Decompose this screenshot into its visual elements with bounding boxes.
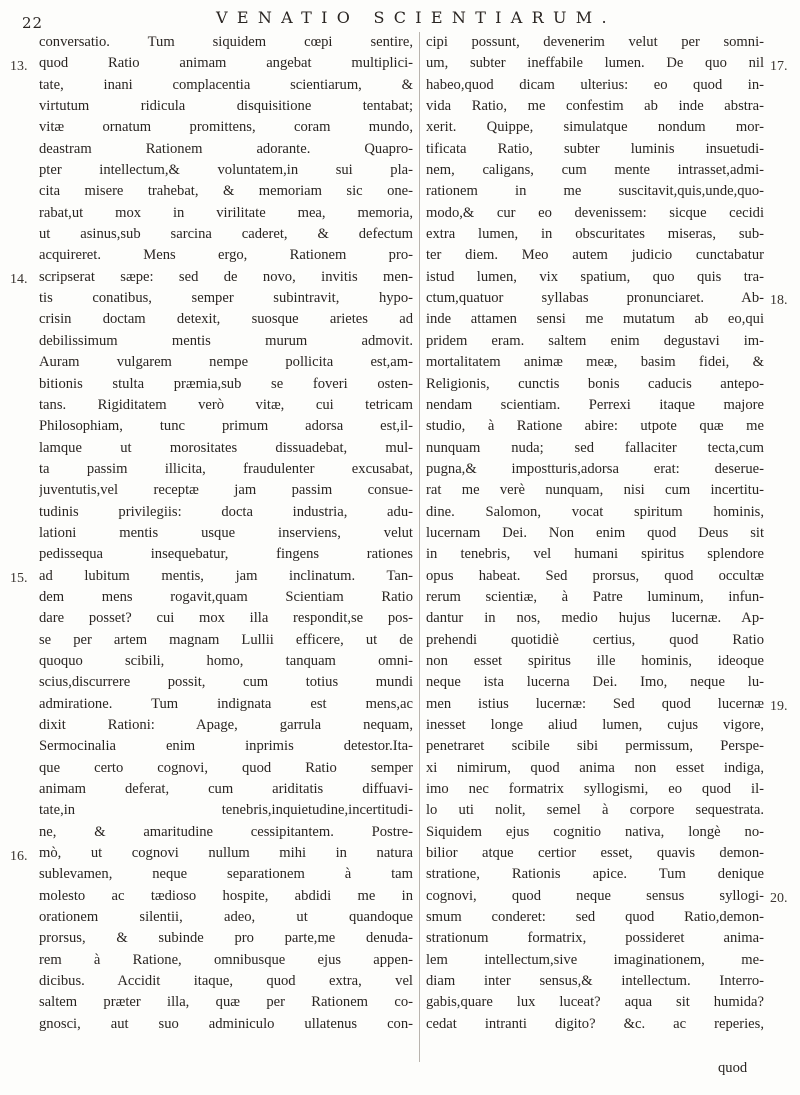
text-line: quod Ratio animam angebat multiplici- <box>39 55 413 72</box>
text-line: lem intellectum,sive imaginationem, me- <box>426 951 764 968</box>
text-line: se per artem magnam Lullii efficere, ut de <box>39 631 413 648</box>
text-line: bilior atque certior esset, quavis demon- <box>426 845 764 862</box>
text-line: bitionis stulta præmia,sub se foveri osten- <box>39 375 413 392</box>
text-line: orationem silentii, adeo, ut quandoque <box>39 909 413 926</box>
text-line: ta passim illicita, fraudulenter excusabat, <box>39 460 413 477</box>
text-line: animam deferat, cum ariditatis diffuavi- <box>39 781 413 798</box>
text-line: prehendi quotidiè certius, quod Ratio <box>426 631 764 648</box>
text-line: cita misere trahebat, & memoriam sic one- <box>39 183 413 200</box>
text-line: saltem præter illa, quæ per Rationem co- <box>39 994 413 1011</box>
text-line: rerum scientiæ, à Patre luminum, infun- <box>426 588 764 605</box>
text-line: molesto ac tædioso hospite, abdidi me in <box>39 887 413 904</box>
text-line: sublevamen, neque separationem à tam <box>39 866 413 883</box>
text-line: Auram vulgarem nempe pollicita est,am- <box>39 354 413 371</box>
text-line: scius,discurrere possit, cum totius mundi <box>39 674 413 691</box>
text-line: tificata Ratio, subter luminis insuetudi- <box>426 140 764 157</box>
text-line: inde attamen sensi me mutatum ab eo,qui <box>426 311 764 328</box>
text-line: virtutum ridicula disquisitione tentabat; <box>39 98 413 115</box>
margin-paragraph-number: 14. <box>10 272 28 287</box>
left-text-column <box>39 32 413 1035</box>
text-line: um, subter ineffabile lumen. De quo nil <box>426 55 764 72</box>
text-line: mò, ut cognovi nullum mihi in natura <box>39 845 413 862</box>
text-line: prorsus, & subinde pro parte,me denuda- <box>39 930 413 947</box>
page-number: 22 <box>22 14 44 32</box>
text-line: ter diem. Meo autem judicio cunctabatur <box>426 247 764 264</box>
text-line: nunquam nuda; sed fallaciter tecta,cum <box>426 439 764 456</box>
margin-paragraph-number: 15. <box>10 571 28 586</box>
text-line: lamque ut morositates dissuadebat, mul- <box>39 439 413 456</box>
margin-paragraph-number: 18. <box>770 293 788 308</box>
text-line: dantur in nos, medio hujus lucernæ. Ap- <box>426 610 764 627</box>
text-line: imo nec formatrix syllogismi, eo quod il- <box>426 781 764 798</box>
text-line: rationem in me suscitavit,quis,unde,quo- <box>426 183 764 200</box>
text-line: neque ista lucerna Dei. Imo, neque lu- <box>426 674 764 691</box>
text-line: tis conatibus, semper subintravit, hypo- <box>39 290 413 307</box>
text-line: acquireret. Mens ergo, Rationem pro- <box>39 247 413 264</box>
text-line: admiratione. Tum indignata est mens,ac <box>39 695 413 712</box>
text-line: conversatio. Tum siquidem cœpi sentire, <box>39 34 413 50</box>
text-line: gnosci, aut suo adminiculo ullatenus con- <box>39 1015 413 1032</box>
text-line: cognovi, quod neque sensus syllogi- <box>426 887 764 904</box>
text-line: quoquo scibili, homo, tanquam omni- <box>39 652 413 669</box>
text-line: pugna,& impostturis,adorsa erat: deserue- <box>426 460 764 477</box>
text-line: nem, caligans, cum mente intrasset,admi- <box>426 162 764 179</box>
text-line: extra lumen, in obscuritates miseras, sub- <box>426 226 764 243</box>
text-line: modo,& cur eo devenissem: sicque cecidi <box>426 204 764 221</box>
margin-paragraph-number: 13. <box>10 59 28 74</box>
text-line: scripserat sæpe: sed de novo, invitis men- <box>39 268 413 285</box>
text-line: mortalitatem animæ meæ, basim fidei, & <box>426 354 764 371</box>
running-head <box>0 6 800 32</box>
text-line: rat me verè nunquam, nisi cum incertitu- <box>426 482 764 499</box>
text-line: vida Ratio, me confestim ab inde abstra- <box>426 98 764 115</box>
catchword: quod <box>718 1060 748 1076</box>
text-line: que certo cognovi, quod Ratio semper <box>39 759 413 776</box>
text-line: ctum,quatuor syllabas pronunciaret. Ab- <box>426 290 764 307</box>
text-line: vitæ ornatum promittens, coram mundo, <box>39 119 413 136</box>
text-line: studio, à Ratione abire: utpote quæ me <box>426 418 764 435</box>
text-line: strationum formatrix, possideret anima- <box>426 930 764 947</box>
text-line: lucernam Dei. Non enim quod Deus sit <box>426 524 764 541</box>
text-line: in tenebris, vel humani spiritus splendore <box>426 546 764 563</box>
text-line: tans. Rigiditatem verò vitæ, cui tetricam <box>39 396 413 413</box>
text-line: lo uti nolit, semel à corpore sequestrata. <box>426 802 764 819</box>
text-line: inesset longe aliud lumen, cujus vigore, <box>426 717 764 733</box>
text-line: pridem eram. saltem enim degustavi im- <box>426 332 764 349</box>
text-line: cipi possunt, devenerim velut per somni- <box>426 34 764 50</box>
text-line: diam inter sensus,& intellectum. Interro- <box>426 973 764 990</box>
text-line: dem mens rogavit,quam Scientiam Ratio <box>39 588 413 605</box>
text-line: pedissequa insequebatur, fingens rationes <box>39 546 413 563</box>
text-line: tate,in tenebris,inquietudine,incertitudi- <box>39 802 413 819</box>
text-line: istud lumen, vix spatium, quo quis tra- <box>426 268 764 285</box>
text-line: tudinis privilegiis: docta industria, adu- <box>39 503 413 520</box>
text-line: Siquidem ejus cognitio nativa, longè no- <box>426 823 764 840</box>
text-line: smum conderet: sed quod Ratio,demon- <box>426 909 764 926</box>
text-line: men istius lucernæ: Sed quod lucernæ <box>426 695 764 712</box>
text-line: crisin doctam detexit, suosque arietes ad <box>39 311 413 328</box>
text-line: habeo,quod dicam ulterius: eo quod in- <box>426 76 764 93</box>
text-line: Religionis, cunctis bonis caducis antepo- <box>426 375 764 392</box>
text-line: deastram Rationem adorante. Quapro- <box>39 140 413 157</box>
text-line: xerit. Quippe, simulatque nondum mor- <box>426 119 764 136</box>
text-line: cedat intranti digito? &c. ac reperies, <box>426 1015 764 1032</box>
text-line: dine. Salomon, vocat spiritum hominis, <box>426 503 764 520</box>
text-line: non esset spiritus ille hominis, ideoque <box>426 652 764 669</box>
text-line: lationi mentis usque inserviens, velut <box>39 524 413 541</box>
text-line: debilissimum mentis murum admovit. <box>39 332 413 349</box>
text-line: xi nimirum, quod anima non esset indiga, <box>426 759 764 776</box>
text-line: opus habeat. Sed prorsus, quod occultæ <box>426 567 764 584</box>
margin-paragraph-number: 20. <box>770 891 788 906</box>
right-text-column <box>426 32 764 1035</box>
column-divider <box>419 32 420 1062</box>
text-line: pter intellectum,& voluntatem,in sui pla- <box>39 162 413 179</box>
text-line: penetraret scibile sibi permissum, Perspe- <box>426 738 764 755</box>
text-line: dare posset? cui mox illa respondit,se pos- <box>39 610 413 627</box>
text-line: Sermocinalia enim inprimis detestor.Ita- <box>39 738 413 755</box>
text-line: rabat,ut mox in virilitate mea, memoria, <box>39 204 413 221</box>
text-line: ut asinus,sub sarcina caderet, & defectum <box>39 226 413 243</box>
text-line: juventutis,vel receptæ jam passim consue- <box>39 482 413 499</box>
margin-paragraph-number: 19. <box>770 699 788 714</box>
text-line: tate, inani complacentia scientiarum, & <box>39 76 413 93</box>
running-title: VENATIO SCIENTIARUM. <box>216 8 616 27</box>
text-line: gabis,quare lux luceat? aqua sit humida? <box>426 994 764 1011</box>
text-line: ad lubitum mentis, jam inclinatum. Tan- <box>39 567 413 584</box>
text-line: dixit Rationi: Apage, garrula nequam, <box>39 717 413 733</box>
text-line: stratione, Rationis apice. Tum denique <box>426 866 764 883</box>
text-line: nendam scientiam. Perrexi itaque majore <box>426 396 764 413</box>
text-line: Philosophiam, tunc primum adorsa est,il- <box>39 418 413 435</box>
margin-paragraph-number: 17. <box>770 59 788 74</box>
margin-paragraph-number: 16. <box>10 849 28 864</box>
text-line: ne, & amaritudine cessipitantem. Postre- <box>39 823 413 840</box>
text-line: rem à Ratione, omnibusque ejus appen- <box>39 951 413 968</box>
text-line: dicibus. Accidit itaque, quod extra, vel <box>39 973 413 990</box>
